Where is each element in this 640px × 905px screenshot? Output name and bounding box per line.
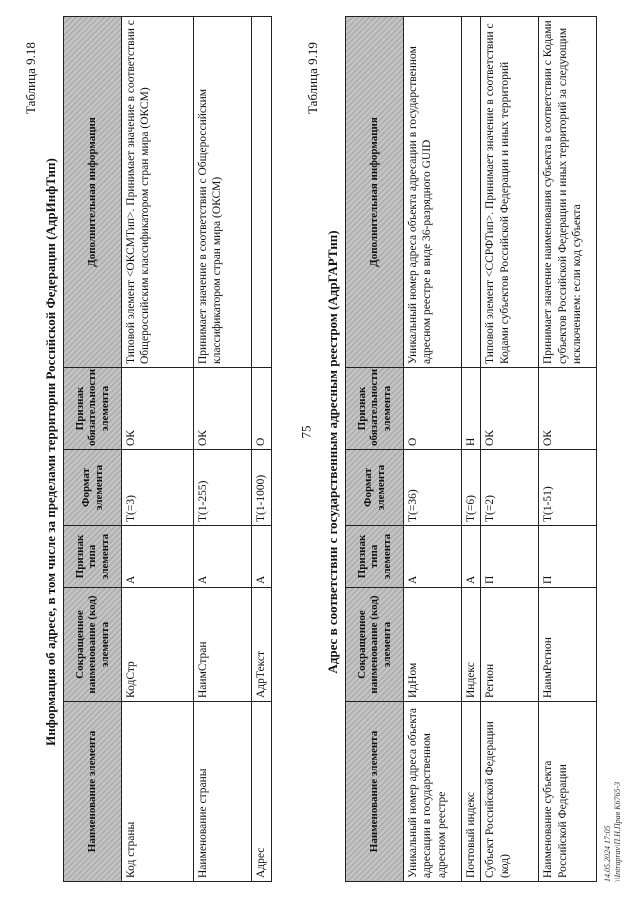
table-9-19-title: Адрес в соответствии с государственным адресным реестром (АдрГАРТип)	[325, 230, 340, 674]
table-row	[122, 17, 194, 882]
cell: T(1-255)	[194, 450, 252, 526]
cell: АдрТекст	[252, 588, 272, 702]
footer-timestamp: 14.05.2024 17:05	[603, 825, 612, 882]
cell: Код страны	[122, 702, 194, 882]
header-element-name: Наименование элемента	[346, 702, 404, 882]
cell: Субъект Российской Федерации (код)	[481, 702, 539, 882]
cell: ОК	[539, 368, 597, 450]
table-9-18	[63, 16, 272, 882]
cell: А	[194, 526, 252, 588]
table-row	[539, 17, 597, 882]
cell: Принимает значение в соответствии с Общероссийским классификатором стран мира (ОКСМ)	[194, 17, 252, 368]
cell: НаимРегион	[539, 588, 597, 702]
cell: T(=6)	[462, 450, 481, 526]
table-9-19-header-row	[346, 17, 404, 882]
cell: T(=3)	[122, 450, 194, 526]
cell: Почтовый индекс	[462, 702, 481, 882]
cell: T(=2)	[481, 450, 539, 526]
table-row	[252, 17, 272, 882]
cell: ОК	[481, 368, 539, 450]
cell: А	[404, 526, 462, 588]
cell	[462, 17, 481, 368]
cell: Уникальный номер адреса объекта адресации в государственном адресном реестре	[404, 702, 462, 882]
cell: А	[252, 526, 272, 588]
cell: Типовой элемент <ССРФТип>. Принимает значение в соответствии с Кодами субъектов Российской Федерации и иных территорий	[481, 17, 539, 368]
cell: Регион	[481, 588, 539, 702]
cell: Типовой элемент <ОКСМТип>. Принимает значение в соответствии с Общероссийским классификатором стран мира (ОКСМ)	[122, 17, 194, 368]
cell: Наименование страны	[194, 702, 252, 882]
table-9-18-title: Информация об адресе, в том числе за пределами территории Российской Федерации (АдрИнфТип)	[43, 158, 58, 746]
table-9-18-header-row	[64, 17, 122, 882]
table-row	[481, 17, 539, 882]
cell: T(1-1000)	[252, 450, 272, 526]
table-row	[194, 17, 252, 882]
cell: Наименование субъекта Российской Федерации	[539, 702, 597, 882]
header-format: Формат элемента	[346, 450, 404, 526]
cell: ОК	[122, 368, 194, 450]
header-format: Формат элемента	[64, 450, 122, 526]
table-9-18-label: Таблица 9.18	[23, 42, 38, 114]
table-row	[462, 17, 481, 882]
cell: КодСтр	[122, 588, 194, 702]
header-element-name: Наименование элемента	[64, 702, 122, 882]
cell: T(=36)	[404, 450, 462, 526]
header-type: Признак типа элемента	[64, 526, 122, 588]
header-type: Признак типа элемента	[346, 526, 404, 588]
header-additional-info: Дополнительная информация	[64, 17, 122, 368]
cell: О	[252, 368, 272, 450]
header-additional-info: Дополнительная информация	[346, 17, 404, 368]
cell: П	[481, 526, 539, 588]
cell: О	[404, 368, 462, 450]
footer-note	[603, 782, 624, 882]
cell: Принимает значение наименования субъекта в соответствии с Кодами субъектов Российской Федерации и иных территорий за следующим исключением: если код субъекта	[539, 17, 597, 368]
footer-path: \\Intraprav\П.Н.Прав К6765-3	[613, 781, 623, 882]
cell: Уникальный номер адреса объекта адресации в государственном адресном реестре в виде 36-разрядного GUID	[404, 17, 462, 368]
header-short-name: Сокращенное наименование (код) элемента	[346, 588, 404, 702]
cell: Н	[462, 368, 481, 450]
cell: П	[539, 526, 597, 588]
cell: А	[462, 526, 481, 588]
table-row	[404, 17, 462, 882]
header-mandatory: Признак обязательности элемента	[346, 368, 404, 450]
rotated-page-content	[15, 12, 625, 892]
table-9-19	[345, 16, 597, 882]
cell	[252, 17, 272, 368]
cell: T(1-51)	[539, 450, 597, 526]
cell: Адрес	[252, 702, 272, 882]
header-short-name: Сокращенное наименование (код) элемента	[64, 588, 122, 702]
table-9-19-label: Таблица 9.19	[305, 42, 320, 114]
header-mandatory: Признак обязательности элемента	[64, 368, 122, 450]
page-number: 75	[298, 425, 314, 439]
cell: А	[122, 526, 194, 588]
cell: ОК	[194, 368, 252, 450]
cell: НаимСтран	[194, 588, 252, 702]
cell: Индекс	[462, 588, 481, 702]
cell: ИдНом	[404, 588, 462, 702]
